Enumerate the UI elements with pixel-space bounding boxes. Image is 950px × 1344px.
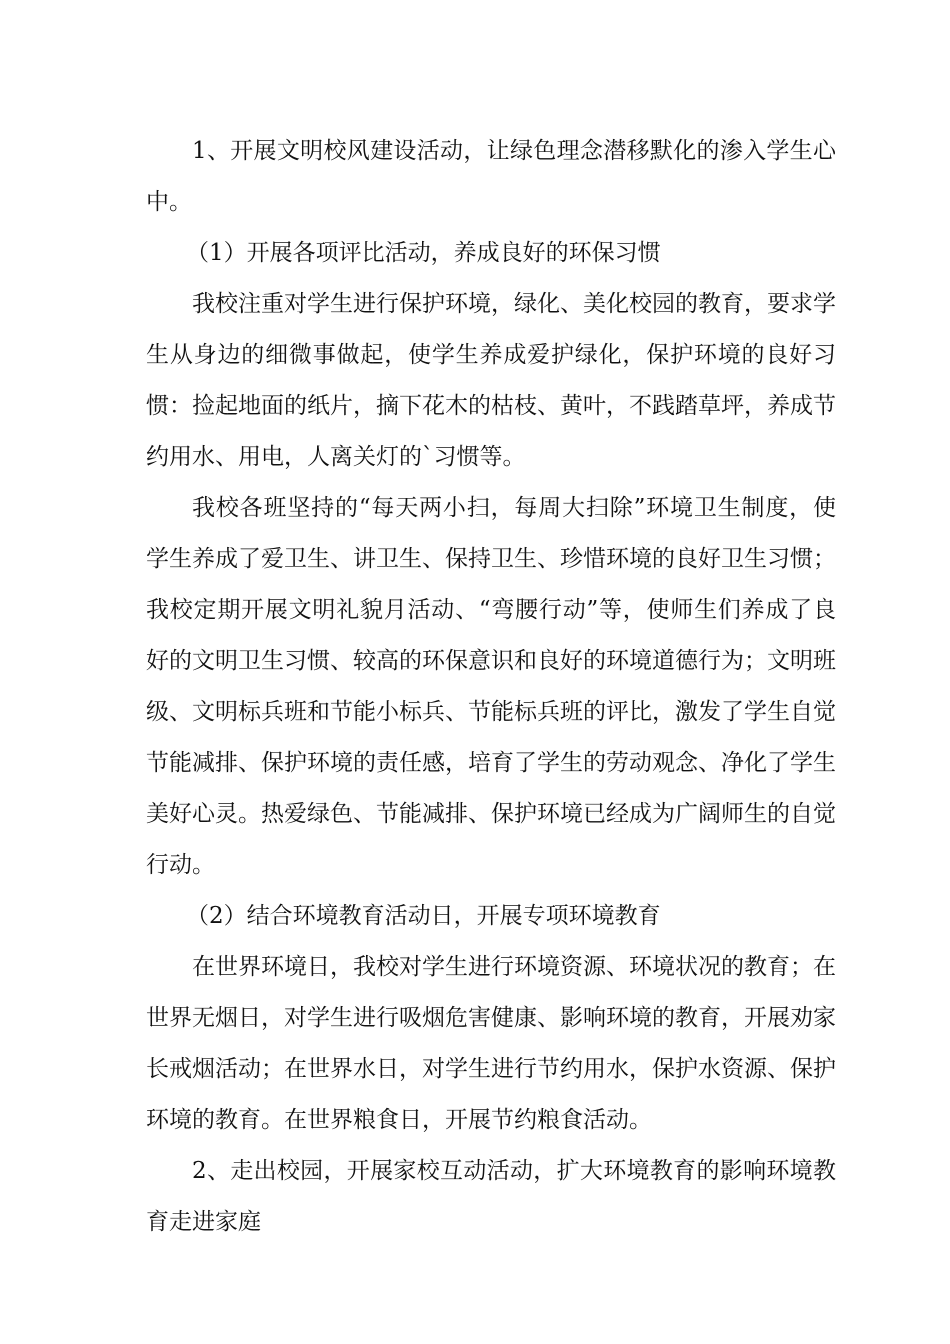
section-heading-2: 2、走出校园，开展家校互动活动，扩大环境教育的影响环境教育走进家庭: [146, 1158, 836, 1235]
subsection-heading-2: （2）结合环境教育活动日，开展专项环境教育: [186, 903, 661, 929]
body-paragraph: 我校注重对学生进行保护环境，绿化、美化校园的教育，要求学生从身边的细微事做起，使学生养成爱护绿化，保护环境的良好习惯：捡起地面的纸片，摘下花木的枯枝、黄叶，不践踏草坪，养成节约用水、用电，人离关灯的`习惯等。: [146, 291, 836, 470]
body-paragraph: 我校各班坚持的“每天两小扫，每周大扫除”环境卫生制度，使学生养成了爱卫生、讲卫生、保持卫生、珍惜环境的良好卫生习惯；我校定期开展文明礼貌月活动、“弯腰行动”等，使师生们养成了良好的文明卫生习惯、较高的环保意识和良好的环境道德行为；文明班级、文明标兵班和节能小标兵、节能标兵班的评比，激发了学生自觉节能减排、保护环境的责任感，培育了学生的劳动观念、净化了学生美好心灵。热爱绿色、节能减排、保护环境已经成为广阔师生的自觉行动。: [146, 495, 836, 878]
subsection-heading-1: （1）开展各项评比活动，养成良好的环保习惯: [186, 240, 661, 266]
section-heading-1: 1、开展文明校风建设活动，让绿色理念潜移默化的渗入学生心中。: [146, 138, 836, 215]
body-paragraph: 在世界环境日，我校对学生进行环境资源、环境状况的教育；在世界无烟日，对学生进行吸烟危害健康、影响环境的教育，开展劝家长戒烟活动；在世界水日，对学生进行节约用水，保护水资源、保护环境的教育。在世界粮食日，开展节约粮食活动。: [146, 954, 836, 1133]
document-body: [146, 126, 836, 1248]
